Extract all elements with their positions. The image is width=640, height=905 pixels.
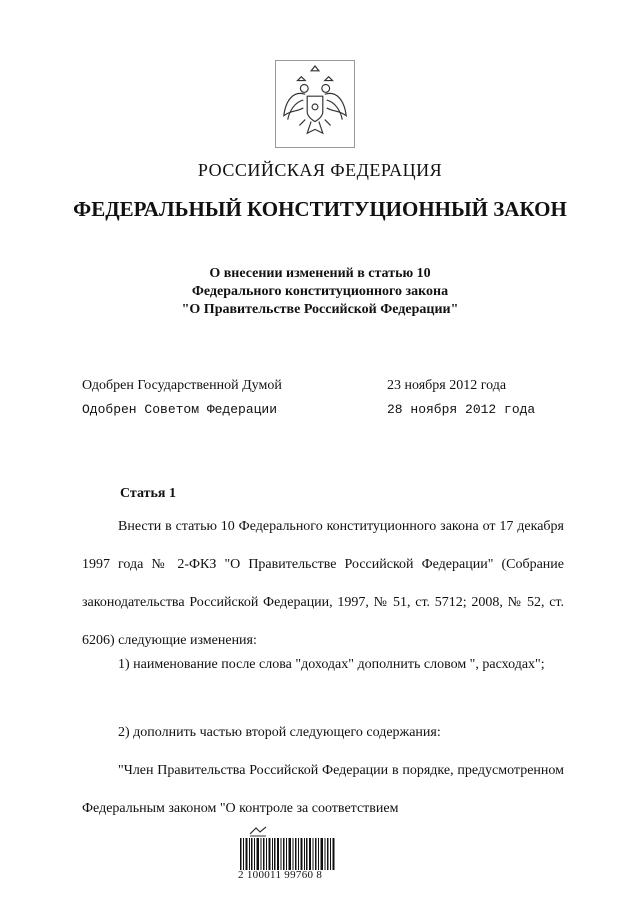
law-subject [0,265,640,319]
article-paragraph-4: "Член Правительства Российской Федерации в порядке, предусмотренном Федеральным законом "О контроле за соответствием [82,763,564,816]
approval-date: 28 ноября 2012 года [387,402,536,417]
coat-of-arms-icon [276,61,354,147]
approval-label: Одобрен Советом Федерации [82,402,278,417]
approval-row-duma [82,378,562,402]
barcode-icon [240,838,336,870]
article-paragraph-1: Внести в статью 10 Федерального конституционного закона от 17 декабря 1997 года № 2-ФКЗ "О Правительстве Российской Федерации" (Собрание законодательства Российской Федерации, 1997, № 51, ст. 5712; 2008, № 52, ст. 6206) следующие изменения: [82,519,564,648]
subject-line-1: О внесении изменений в статью 10 [209,266,431,281]
country-name: РОССИЙСКАЯ ФЕДЕРАЦИЯ [197,160,443,180]
approvals-block [82,378,562,426]
approval-date: 23 ноября 2012 года [387,378,507,393]
stamp-mark-icon [248,825,268,837]
subject-line-3: "О Правительстве Российской Федерации" [181,302,459,317]
article-paragraph-3: 2) дополнить частью второй следующего содержания: [118,725,441,740]
law-type-title: ФЕДЕРАЛЬНЫЙ КОНСТИТУЦИОННЫЙ ЗАКОН [73,197,567,221]
approval-label: Одобрен Государственной Думой [82,378,282,393]
coat-of-arms-emblem [275,60,355,148]
subject-line-2: Федерального конституционного закона [191,284,449,299]
article-paragraph-2: 1) наименование после слова "доходах" дополнить словом ", расходах"; [118,657,545,672]
barcode-number: 2 100011 99760 8 [238,869,323,881]
approval-row-council [82,402,562,426]
article-heading: Статья 1 [120,486,176,501]
